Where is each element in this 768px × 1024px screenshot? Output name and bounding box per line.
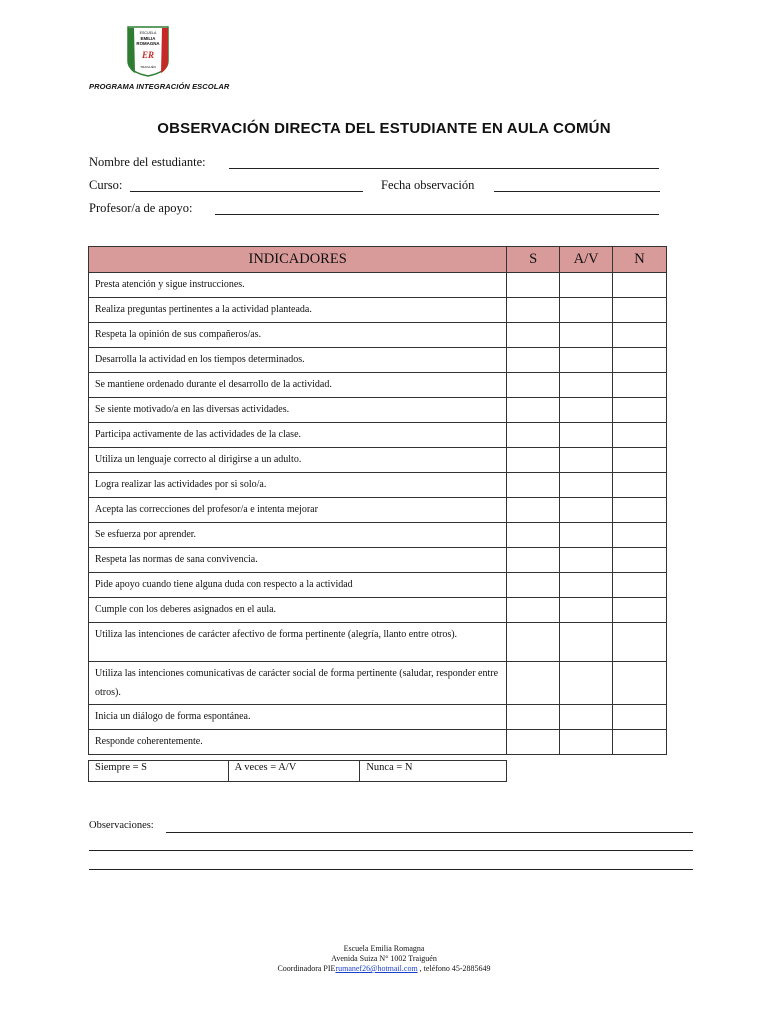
cell-av[interactable] bbox=[560, 398, 613, 423]
table-row bbox=[89, 705, 667, 730]
table-row bbox=[89, 348, 667, 373]
cell-n[interactable] bbox=[613, 448, 667, 473]
cell-s[interactable] bbox=[507, 373, 560, 398]
table-row bbox=[89, 498, 667, 523]
cell-av[interactable] bbox=[560, 298, 613, 323]
header-siempre: S bbox=[507, 247, 560, 273]
page-title: OBSERVACIÓN DIRECTA DEL ESTUDIANTE EN AULA COMÚN bbox=[157, 120, 611, 137]
cell-n[interactable] bbox=[613, 623, 667, 662]
cell-s[interactable] bbox=[507, 423, 560, 448]
indicator-text: Pide apoyo cuando tiene alguna duda con respecto a la actividad bbox=[89, 573, 507, 598]
table-row bbox=[89, 662, 667, 705]
footer-coordinator: Coordinadora PIE bbox=[277, 964, 336, 973]
cell-n[interactable] bbox=[613, 323, 667, 348]
cell-n[interactable] bbox=[613, 423, 667, 448]
cell-s[interactable] bbox=[507, 730, 560, 755]
cell-s[interactable] bbox=[507, 348, 560, 373]
cell-av[interactable] bbox=[560, 473, 613, 498]
cell-av[interactable] bbox=[560, 548, 613, 573]
table-row bbox=[89, 373, 667, 398]
cell-av[interactable] bbox=[560, 523, 613, 548]
indicator-text: Presta atención y sigue instrucciones. bbox=[89, 273, 507, 298]
cell-av[interactable] bbox=[560, 323, 613, 348]
indicator-text: Logra realizar las actividades por si solo/a. bbox=[89, 473, 507, 498]
cell-av[interactable] bbox=[560, 348, 613, 373]
indicator-text: Utiliza las intenciones comunicativas de carácter social de forma pertinente (saludar, responder entre otros). bbox=[89, 662, 507, 705]
cell-s[interactable] bbox=[507, 548, 560, 573]
cell-n[interactable] bbox=[613, 523, 667, 548]
indicator-text: Inicia un diálogo de forma espontánea. bbox=[89, 705, 507, 730]
logo-monogram: ER bbox=[141, 50, 155, 60]
cell-av[interactable] bbox=[560, 448, 613, 473]
course-line[interactable] bbox=[130, 191, 363, 192]
cell-s[interactable] bbox=[507, 705, 560, 730]
legend-nunca: Nunca = N bbox=[360, 761, 507, 782]
cell-s[interactable] bbox=[507, 523, 560, 548]
observation-date-line[interactable] bbox=[494, 191, 660, 192]
cell-s[interactable] bbox=[507, 298, 560, 323]
cell-n[interactable] bbox=[613, 548, 667, 573]
header-indicators: INDICADORES bbox=[89, 247, 507, 273]
legend-siempre: Siempre = S bbox=[89, 761, 229, 782]
indicator-text: Utiliza las intenciones de carácter afectivo de forma pertinente (alegría, llanto entre otros). bbox=[89, 623, 507, 662]
cell-av[interactable] bbox=[560, 373, 613, 398]
observations-line-2[interactable] bbox=[89, 850, 693, 851]
cell-n[interactable] bbox=[613, 298, 667, 323]
footer-phone: , teléfono 45-2885649 bbox=[417, 964, 491, 973]
cell-av[interactable] bbox=[560, 623, 613, 662]
logo-line-2: EMILIA bbox=[140, 36, 156, 41]
header-nunca: N bbox=[613, 247, 667, 273]
indicator-text: Utiliza un lenguaje correcto al dirigirse a un adulto. bbox=[89, 448, 507, 473]
footer-email-link[interactable]: rumanef26@hotmail.com bbox=[335, 964, 418, 973]
cell-av[interactable] bbox=[560, 423, 613, 448]
cell-s[interactable] bbox=[507, 273, 560, 298]
cell-n[interactable] bbox=[613, 473, 667, 498]
table-row bbox=[89, 548, 667, 573]
cell-n[interactable] bbox=[613, 730, 667, 755]
indicator-text: Desarrolla la actividad en los tiempos determinados. bbox=[89, 348, 507, 373]
cell-n[interactable] bbox=[613, 573, 667, 598]
student-name-line[interactable] bbox=[229, 168, 659, 169]
cell-n[interactable] bbox=[613, 373, 667, 398]
cell-s[interactable] bbox=[507, 398, 560, 423]
footer bbox=[0, 944, 768, 974]
cell-n[interactable] bbox=[613, 348, 667, 373]
cell-s[interactable] bbox=[507, 598, 560, 623]
course-label: Curso: bbox=[89, 178, 123, 192]
logo-line-1: ESCUELA bbox=[139, 31, 157, 35]
indicator-text: Respeta las normas de sana convivencia. bbox=[89, 548, 507, 573]
indicators-table bbox=[88, 246, 667, 755]
observations-line-3[interactable] bbox=[89, 869, 693, 870]
footer-address: Avenida Suiza N° 1002 Traiguén bbox=[331, 954, 437, 963]
cell-av[interactable] bbox=[560, 705, 613, 730]
indicator-text: Acepta las correcciones del profesor/a e intenta mejorar bbox=[89, 498, 507, 523]
indicator-text: Responde coherentemente. bbox=[89, 730, 507, 755]
teacher-line[interactable] bbox=[215, 214, 659, 215]
cell-s[interactable] bbox=[507, 573, 560, 598]
indicator-text: Respeta la opinión de sus compañeros/as. bbox=[89, 323, 507, 348]
cell-av[interactable] bbox=[560, 573, 613, 598]
cell-n[interactable] bbox=[613, 705, 667, 730]
cell-s[interactable] bbox=[507, 448, 560, 473]
cell-av[interactable] bbox=[560, 730, 613, 755]
cell-s[interactable] bbox=[507, 623, 560, 662]
logo-line-4: TRAIGUÉN bbox=[140, 65, 156, 69]
table-row bbox=[89, 298, 667, 323]
footer-school-name: Escuela Emilia Romagna bbox=[343, 944, 425, 953]
observations-line-1[interactable] bbox=[166, 832, 693, 833]
table-row bbox=[89, 730, 667, 755]
cell-s[interactable] bbox=[507, 473, 560, 498]
table-row bbox=[89, 273, 667, 298]
table-row bbox=[89, 598, 667, 623]
table-row bbox=[89, 473, 667, 498]
table-row bbox=[89, 623, 667, 662]
cell-n[interactable] bbox=[613, 498, 667, 523]
observation-date-label: Fecha observación bbox=[381, 178, 475, 192]
cell-av[interactable] bbox=[560, 498, 613, 523]
cell-n[interactable] bbox=[613, 662, 667, 705]
header-a-veces: A/V bbox=[560, 247, 613, 273]
cell-s[interactable] bbox=[507, 498, 560, 523]
table-row bbox=[89, 398, 667, 423]
cell-s[interactable] bbox=[507, 662, 560, 705]
cell-av[interactable] bbox=[560, 273, 613, 298]
indicator-text: Participa activamente de las actividades de la clase. bbox=[89, 423, 507, 448]
observations-label: Observaciones: bbox=[89, 820, 154, 831]
legend-a-veces: A veces = A/V bbox=[228, 761, 360, 782]
legend-table bbox=[88, 760, 507, 782]
indicator-text: Se siente motivado/a en las diversas actividades. bbox=[89, 398, 507, 423]
cell-n[interactable] bbox=[613, 598, 667, 623]
program-name: PROGRAMA INTEGRACIÓN ESCOLAR bbox=[89, 82, 230, 91]
cell-s[interactable] bbox=[507, 323, 560, 348]
indicator-text: Se mantiene ordenado durante el desarrollo de la actividad. bbox=[89, 373, 507, 398]
cell-n[interactable] bbox=[613, 273, 667, 298]
cell-av[interactable] bbox=[560, 662, 613, 705]
table-row bbox=[89, 448, 667, 473]
table-row bbox=[89, 573, 667, 598]
cell-av[interactable] bbox=[560, 598, 613, 623]
table-row bbox=[89, 523, 667, 548]
teacher-label: Profesor/a de apoyo: bbox=[89, 201, 193, 215]
school-logo bbox=[125, 25, 171, 77]
indicator-text: Cumple con los deberes asignados en el aula. bbox=[89, 598, 507, 623]
table-row bbox=[89, 423, 667, 448]
indicator-text: Se esfuerza por aprender. bbox=[89, 523, 507, 548]
logo-line-3: ROMAGNA bbox=[136, 41, 160, 46]
student-name-label: Nombre del estudiante: bbox=[89, 155, 206, 169]
cell-n[interactable] bbox=[613, 398, 667, 423]
indicator-text: Realiza preguntas pertinentes a la actividad planteada. bbox=[89, 298, 507, 323]
table-row bbox=[89, 323, 667, 348]
footer-contact bbox=[0, 964, 768, 974]
